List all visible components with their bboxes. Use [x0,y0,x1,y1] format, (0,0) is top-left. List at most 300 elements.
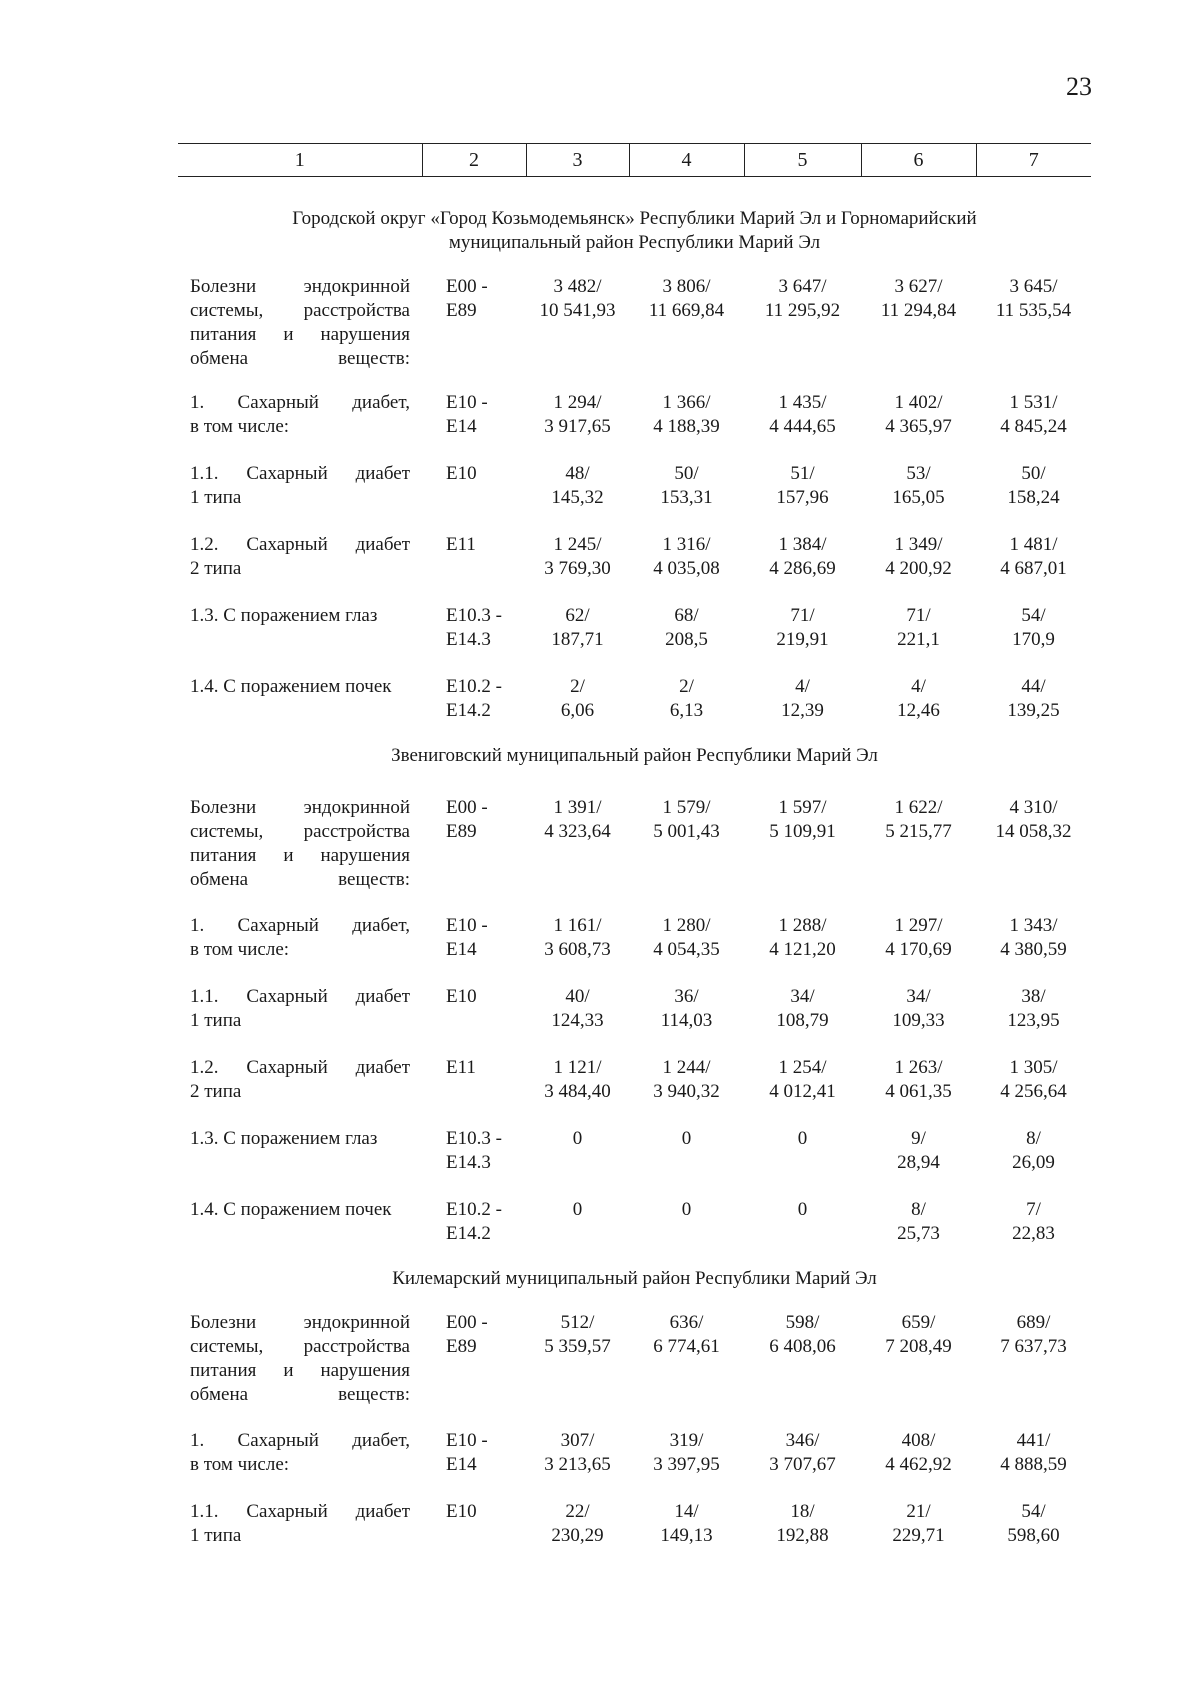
year-value [526,1104,629,1175]
icd-code-line: E14.3 [446,629,491,650]
case-count: 1 288/ [778,915,827,936]
indicator-name-word: питания [190,1360,257,1381]
case-count: 40/ [565,986,590,1007]
case-count: 9/ [911,1128,926,1149]
icd-code-line: E00 - [446,797,488,818]
year-value [629,581,744,652]
rate-per-100k: 14 058,32 [995,821,1072,842]
icd-code-line: E10 - [446,1430,488,1451]
case-count: 0 [681,1128,692,1149]
year-value [744,275,861,371]
rate-per-100k: 7 208,49 [885,1336,952,1357]
indicator-name-line [190,820,410,844]
indicator-name-word: расстройства [303,821,410,842]
indicator-name-line [190,675,410,699]
case-count: 36/ [674,986,699,1007]
indicator-name-line [190,1009,410,1033]
indicator-name [178,510,422,581]
case-count: 68/ [674,605,699,626]
year-value [976,439,1091,510]
case-count: 0 [797,1128,808,1149]
rate-per-100k: 6 408,06 [769,1336,836,1357]
rate-per-100k: 11 669,84 [648,300,725,321]
rate-per-100k: 4 256,64 [1000,1081,1067,1102]
year-value [526,652,629,723]
indicator-name-word: нарушения [320,324,410,345]
icd-code-line: E11 [446,534,476,555]
year-value [629,1175,744,1246]
year-value [861,1104,976,1175]
year-value [976,796,1091,892]
indicator-name-line [190,486,410,510]
section-title [178,177,1091,276]
case-count: 14/ [674,1501,699,1522]
year-value [976,962,1091,1033]
indicator-name-word: питания [190,324,257,345]
case-count: 1 622/ [894,797,943,818]
indicator-name [178,962,422,1033]
indicator-name-word: эндокринной [303,1312,410,1333]
case-count: 1 435/ [778,392,827,413]
indicator-name-word: диабет [355,463,410,484]
indicator-name-word: расстройства [303,300,410,321]
case-count: 71/ [906,605,931,626]
rate-per-100k: 4 323,64 [544,821,611,842]
column-number-header [178,144,1091,177]
indicator-name-word: 1.4. С поражением почек [190,1199,392,1220]
rate-per-100k: 5 359,57 [544,1336,611,1357]
indicator-name-word: системы, [190,300,264,321]
rate-per-100k: 187,71 [551,629,604,650]
indicator-name-line [190,1080,410,1104]
year-value [629,1033,744,1104]
table-row [178,1104,1091,1175]
icd-code-line: E10 - [446,915,488,936]
indicator-name [178,892,422,962]
year-value [976,1477,1091,1548]
case-count: 50/ [1021,463,1046,484]
case-count: 1 297/ [894,915,943,936]
indicator-name-line [190,1198,410,1222]
indicator-name-line [190,604,410,628]
case-count: 1 245/ [553,534,602,555]
indicator-name-word: диабет [355,986,410,1007]
column-number: 1 [178,144,422,177]
indicator-name-word: Болезни [190,276,257,297]
indicator-name-word: системы, [190,821,264,842]
case-count: 3 806/ [662,276,711,297]
indicator-name-line [190,1500,410,1524]
year-value [861,581,976,652]
indicator-name-line [190,299,410,323]
indicator-name-word: 1 типа [190,1525,242,1546]
case-count: 441/ [1016,1430,1051,1451]
section-title [178,723,1091,796]
section-title-line: муниципальный район Республики Марий Эл [448,232,821,253]
rate-per-100k: 109,33 [892,1010,945,1031]
indicator-name-line [190,347,410,371]
case-count: 1 280/ [662,915,711,936]
indicator-name-line [190,533,410,557]
section-title-row [178,1246,1091,1311]
indicator-name-line [190,391,410,415]
rate-per-100k: 11 295,92 [764,300,841,321]
table-row [178,892,1091,962]
column-number: 5 [744,144,861,177]
indicator-name [178,1104,422,1175]
year-value [629,1311,744,1407]
case-count: 4/ [795,676,810,697]
indicator-name-word: диабет [355,534,410,555]
indicator-name-word: Сахарный [246,986,328,1007]
rate-per-100k: 3 397,95 [653,1454,720,1475]
case-count: 3 647/ [778,276,827,297]
year-value [526,371,629,439]
indicator-name-line [190,1335,410,1359]
rate-per-100k: 5 001,43 [653,821,720,842]
table-row [178,510,1091,581]
rate-per-100k: 22,83 [1012,1223,1055,1244]
year-value [526,439,629,510]
rate-per-100k: 598,60 [1007,1525,1060,1546]
indicator-name-word: нарушения [320,1360,410,1381]
year-value [526,796,629,892]
year-value [526,581,629,652]
rate-per-100k: 6,13 [669,700,704,721]
year-value [976,1033,1091,1104]
icd-code-line: E14 [446,416,477,437]
rate-per-100k: 123,95 [1007,1010,1060,1031]
icd-code-line: E14 [446,939,477,960]
case-count: 8/ [911,1199,926,1220]
section-title-line: Городской округ «Город Козьмодемьянск» Республики Марий Эл и Горномарийский [292,208,977,229]
rate-per-100k: 3 769,30 [544,558,611,579]
rate-per-100k: 3 608,73 [544,939,611,960]
year-value [976,1407,1091,1477]
year-value [526,962,629,1033]
rate-per-100k: 4 061,35 [885,1081,952,1102]
indicator-name-word: 1 типа [190,1010,242,1031]
indicator-name-line [190,985,410,1009]
case-count: 48/ [565,463,590,484]
rate-per-100k: 230,29 [551,1525,604,1546]
section-title-line: Килемарский муниципальный район Республики Марий Эл [392,1268,877,1289]
rate-per-100k: 208,5 [665,629,708,650]
case-count: 2/ [570,676,585,697]
indicator-name-line [190,1429,410,1453]
indicator-name-word: 1.1. [190,986,219,1007]
indicator-name-line [190,1127,410,1151]
indicator-name-word: Сахарный [237,1430,319,1451]
rate-per-100k: 4 286,69 [769,558,836,579]
year-value [744,1477,861,1548]
case-count: 1 481/ [1009,534,1058,555]
case-count: 51/ [790,463,815,484]
year-value [744,796,861,892]
indicator-name-line [190,1453,410,1477]
year-value [629,371,744,439]
rate-per-100k: 25,73 [897,1223,940,1244]
rate-per-100k: 124,33 [551,1010,604,1031]
icd-code-line: E00 - [446,276,488,297]
year-value [861,1175,976,1246]
year-value [526,1311,629,1407]
indicator-name-line [190,868,410,892]
indicator-name-word: нарушения [320,845,410,866]
icd-code-line: E14.2 [446,1223,491,1244]
section-title-line: Звениговский муниципальный район Республики Марий Эл [391,745,878,766]
rate-per-100k: 3 213,65 [544,1454,611,1475]
rate-per-100k: 4 054,35 [653,939,720,960]
rate-per-100k: 4 845,24 [1000,416,1067,437]
case-count: 0 [572,1128,583,1149]
indicator-name-word: 1.2. [190,1057,219,1078]
case-count: 0 [797,1199,808,1220]
year-value [526,1175,629,1246]
indicator-name-word: веществ: [338,869,410,890]
indicator-name-line [190,1359,410,1383]
year-value [976,892,1091,962]
icd-code-line: E89 [446,821,477,842]
indicator-name-word: 1. [190,915,205,936]
year-value [629,962,744,1033]
year-value [861,1311,976,1407]
year-value [744,439,861,510]
icd-code [422,439,526,510]
year-value [861,510,976,581]
rate-per-100k: 3 917,65 [544,416,611,437]
rate-per-100k: 108,79 [776,1010,829,1031]
case-count: 346/ [785,1430,820,1451]
indicator-name-word: расстройства [303,1336,410,1357]
rate-per-100k: 3 484,40 [544,1081,611,1102]
year-value [861,1033,976,1104]
column-number: 2 [422,144,526,177]
year-value [861,1477,976,1548]
rate-per-100k: 28,94 [897,1152,940,1173]
year-value [744,892,861,962]
rate-per-100k: 4 188,39 [653,416,720,437]
icd-code [422,510,526,581]
icd-code [422,1175,526,1246]
case-count: 1 121/ [553,1057,602,1078]
column-number: 3 [526,144,629,177]
year-value [976,510,1091,581]
rate-per-100k: 114,03 [660,1010,713,1031]
indicator-name-word: системы, [190,1336,264,1357]
icd-code [422,796,526,892]
table-row [178,581,1091,652]
year-value [976,371,1091,439]
table-row [178,1477,1091,1548]
icd-code-line: E11 [446,1057,476,1078]
icd-code-line: E10 - [446,392,488,413]
case-count: 4/ [911,676,926,697]
case-count: 1 316/ [662,534,711,555]
table-row [178,1033,1091,1104]
statistics-table [178,143,1091,1548]
year-value [861,1407,976,1477]
year-value [861,796,976,892]
indicator-name-line [190,1383,410,1407]
case-count: 512/ [560,1312,595,1333]
indicator-name-word: 1.3. С поражением глаз [190,605,378,626]
year-value [861,275,976,371]
case-count: 0 [681,1199,692,1220]
icd-code-line: E10.3 - [446,1128,502,1149]
icd-code [422,652,526,723]
rate-per-100k: 170,9 [1012,629,1055,650]
year-value [526,275,629,371]
icd-code [422,1407,526,1477]
case-count: 21/ [906,1501,931,1522]
year-value [744,652,861,723]
year-value [744,1407,861,1477]
year-value [629,1407,744,1477]
indicator-name-word: эндокринной [303,276,410,297]
icd-code [422,1311,526,1407]
rate-per-100k: 4 200,92 [885,558,952,579]
indicator-name-line [190,323,410,347]
rate-per-100k: 10 541,93 [539,300,616,321]
indicator-name-line [190,914,410,938]
case-count: 319/ [669,1430,704,1451]
indicator-name-word: Сахарный [246,534,328,555]
rate-per-100k: 149,13 [660,1525,713,1546]
case-count: 4 310/ [1009,797,1058,818]
case-count: 598/ [785,1312,820,1333]
year-value [744,1175,861,1246]
section-title [178,1246,1091,1311]
indicator-name-word: в том числе: [190,1454,290,1475]
table-row [178,796,1091,892]
indicator-name-word: Сахарный [237,392,319,413]
rate-per-100k: 158,24 [1007,487,1060,508]
indicator-name-line [190,557,410,581]
case-count: 54/ [1021,1501,1046,1522]
rate-per-100k: 221,1 [897,629,940,650]
column-number: 7 [976,144,1091,177]
case-count: 1 161/ [553,915,602,936]
indicator-name [178,581,422,652]
year-value [629,275,744,371]
indicator-name-word: Сахарный [246,1501,328,1522]
case-count: 62/ [565,605,590,626]
case-count: 1 305/ [1009,1057,1058,1078]
indicator-name-word: диабет, [352,1430,410,1451]
section-title-row [178,723,1091,796]
icd-code [422,892,526,962]
rate-per-100k: 5 215,77 [885,821,952,842]
year-value [629,510,744,581]
indicator-name [178,1477,422,1548]
indicator-name [178,371,422,439]
rate-per-100k: 3 707,67 [769,1454,836,1475]
case-count: 38/ [1021,986,1046,1007]
rate-per-100k: 26,09 [1012,1152,1055,1173]
indicator-name-word: веществ: [338,1384,410,1405]
table-row [178,439,1091,510]
rate-per-100k: 4 687,01 [1000,558,1067,579]
rate-per-100k: 12,46 [897,700,940,721]
rate-per-100k: 165,05 [892,487,945,508]
indicator-name [178,1175,422,1246]
table-row [178,275,1091,371]
indicator-name [178,275,422,371]
year-value [744,510,861,581]
indicator-name-line [190,796,410,820]
indicator-name-word: 1.4. С поражением почек [190,676,392,697]
rate-per-100k: 192,88 [776,1525,829,1546]
indicator-name [178,439,422,510]
year-value [976,275,1091,371]
icd-code [422,371,526,439]
icd-code [422,1477,526,1548]
indicator-name-line [190,415,410,439]
indicator-name-word: и [283,324,294,345]
indicator-name-word: 1. [190,392,205,413]
indicator-name-word: в том числе: [190,416,290,437]
case-count: 1 244/ [662,1057,711,1078]
year-value [976,581,1091,652]
page-number: 23 [1066,72,1092,101]
indicator-name-word: Сахарный [246,463,328,484]
indicator-name-line [190,1524,410,1548]
case-count: 307/ [560,1430,595,1451]
case-count: 3 645/ [1009,276,1058,297]
case-count: 1 366/ [662,392,711,413]
year-value [629,1104,744,1175]
indicator-name-word: 1.1. [190,1501,219,1522]
indicator-name-line [190,275,410,299]
year-value [526,1407,629,1477]
case-count: 8/ [1026,1128,1041,1149]
year-value [861,439,976,510]
icd-code [422,275,526,371]
rate-per-100k: 4 035,08 [653,558,720,579]
indicator-name-word: Сахарный [237,915,319,936]
indicator-name-word: и [283,845,294,866]
year-value [744,371,861,439]
indicator-name [178,652,422,723]
indicator-name-word: 1.3. С поражением глаз [190,1128,378,1149]
indicator-name-line [190,462,410,486]
indicator-name-line [190,938,410,962]
year-value [976,652,1091,723]
case-count: 1 531/ [1009,392,1058,413]
rate-per-100k: 7 637,73 [1000,1336,1067,1357]
rate-per-100k: 5 109,91 [769,821,836,842]
case-count: 22/ [565,1501,590,1522]
indicator-name-word: 2 типа [190,558,242,579]
year-value [526,510,629,581]
year-value [976,1104,1091,1175]
table-row [178,1407,1091,1477]
icd-code-line: E10.2 - [446,1199,502,1220]
rate-per-100k: 4 888,59 [1000,1454,1067,1475]
case-count: 659/ [901,1312,936,1333]
indicator-name-word: диабет [355,1501,410,1522]
indicator-name-line [190,844,410,868]
rate-per-100k: 4 444,65 [769,416,836,437]
icd-code-line: E14.2 [446,700,491,721]
icd-code-line: E10 [446,1501,477,1522]
indicator-name-word: веществ: [338,348,410,369]
year-value [861,371,976,439]
icd-code-line: E89 [446,1336,477,1357]
year-value [526,1033,629,1104]
indicator-name [178,1407,422,1477]
